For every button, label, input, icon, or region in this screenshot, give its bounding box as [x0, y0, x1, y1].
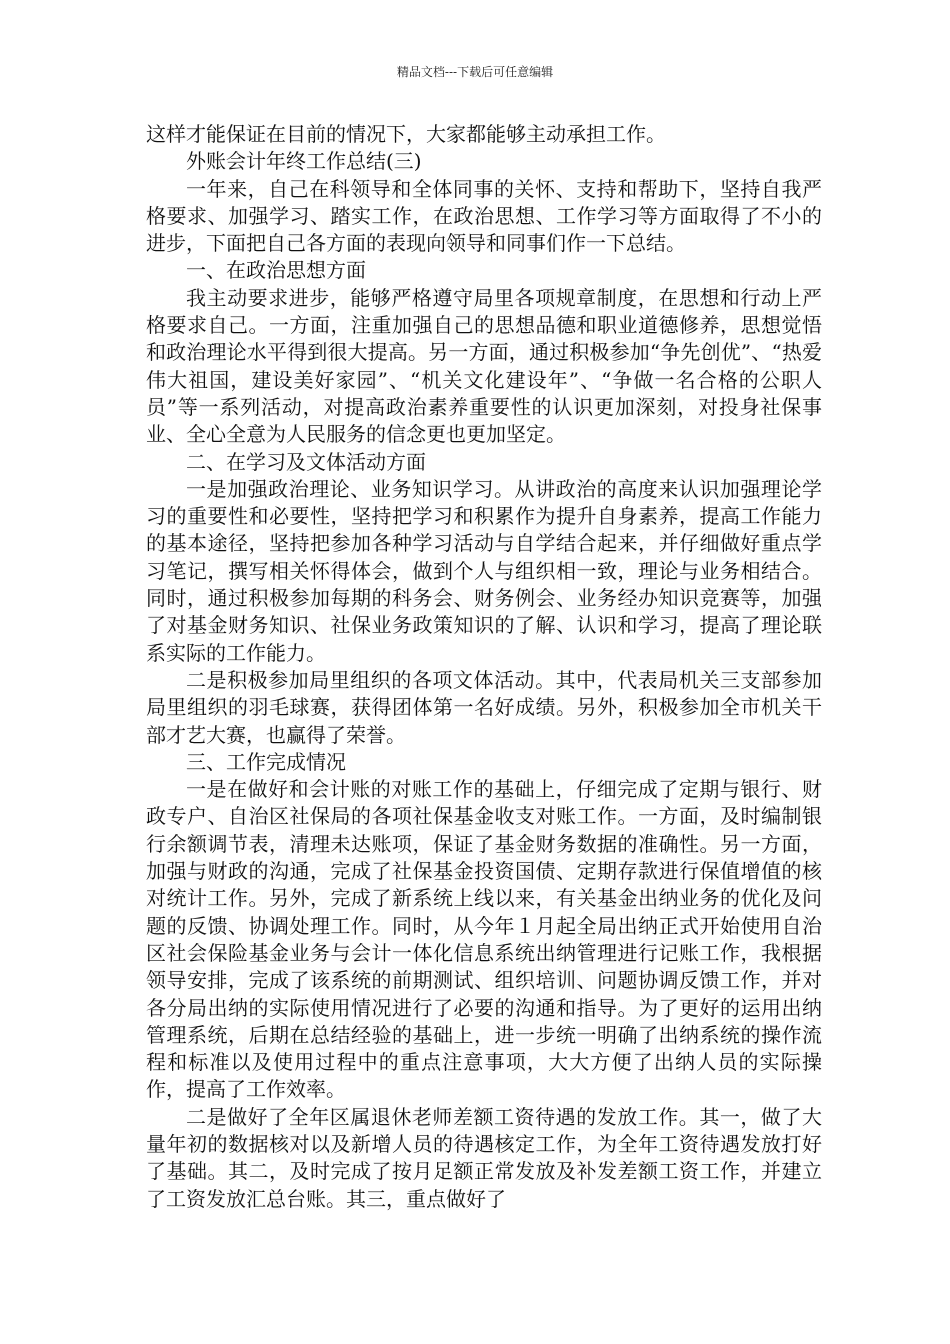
section-title: 外账会计年终工作总结(三): [186, 149, 422, 174]
paragraph-political-thought: 我主动要求进步，能够严格遵守局里各项规章制度，在思想和行动上严格要求自己。一方面，注重加强自己的思想品德和职业道德修养，思想觉悟和政治理论水平得到很大提高。另一方面，通过积极参加“争先创优”、“热爱伟大祖国，建设美好家园”、“机关文化建设年”、“争做一名合格的公职人员”等一系列活动，对提高政治素养重要性的认识更加深刻，对投身社保事业、全心全意为人民服务的信念更也更加坚定。: [146, 285, 822, 447]
paragraph-study-theory: 一是加强政治理论、业务知识学习。从讲政治的高度来认识加强理论学习的重要性和必要性，坚持把学习和积累作为提升自身素养，提高工作能力的基本途径，坚持把参加各种学习活动与自学结合起来，并仔细做好重点学习笔记，撰写相关怀得体会，做到个人与组织相一致，理论与业务相结合。同时，通过积极参加每期的科务会、财务例会、业务经办知识竞赛等，加强了对基金财务知识、社保业务政策知识的了解、认识和学习，提高了理论联系实际的工作能力。: [146, 476, 822, 665]
paragraph-continuation: 这样才能保证在目前的情况下，大家都能够主动承担工作。: [146, 122, 666, 146]
paragraph-salary-distribution: 二是做好了全年区属退休老师差额工资待遇的发放工作。其一，做了大量年初的数据核对以及新增人员的待遇核定工作，为全年工资待遇发放打好了基础。其二，及时完成了按月足额正常发放及补发差额工资工作，并建立了工资发放汇总台账。其三，重点做好了: [146, 1104, 822, 1211]
heading-political-thought: 一、在政治思想方面: [186, 258, 366, 283]
heading-work-completion: 三、工作完成情况: [186, 749, 346, 774]
paragraph-sports-activities: 二是积极参加局里组织的各项文体活动。其中，代表局机关三支部参加局里组织的羽毛球赛，获得团体第一名好成绩。另外，积极参加全市机关干部才艺大赛，也赢得了荣誉。: [146, 667, 822, 747]
paragraph-reconciliation-work: 一是在做好和会计账的对账工作的基础上，仔细完成了定期与银行、财政专户、自治区社保局的各项社保基金收支对账工作。一方面，及时编制银行余额调节表，清理未达账项，保证了基金财务数据的准确性。另一方面，加强与财政的沟通，完成了社保基金投资国债、定期存款进行保值增值的核对统计工作。另外，完成了新系统上线以来，有关基金出纳业务的优化及问题的反馈、协调处理工作。同时，从今年１月起全局出纳正式开始使用自治区社会保险基金业务与会计一体化信息系统出纳管理进行记账工作，我根据领导安排，完成了该系统的前期测试、组织培训、问题协调反馈工作，并对各分局出纳的实际使用情况进行了必要的沟通和指导。为了更好的运用出纳管理系统，后期在总结经验的基础上，进一步统一明确了出纳系统的操作流程和标准以及使用过程中的重点注意事项，大大方便了出纳人员的实际操作，提高了工作效率。: [146, 777, 822, 1102]
page-header: 精品文档---下载后可任意编辑: [396, 65, 554, 79]
document-body: [146, 121, 822, 1213]
heading-study-activities: 二、在学习及文体活动方面: [186, 449, 426, 474]
paragraph-intro: 一年来，自己在科领导和全体同事的关怀、支持和帮助下，坚持自我严格要求、加强学习、踏实工作，在政治思想、工作学习等方面取得了不小的进步，下面把自己各方面的表现向领导和同事们作一下总结。: [146, 176, 822, 256]
